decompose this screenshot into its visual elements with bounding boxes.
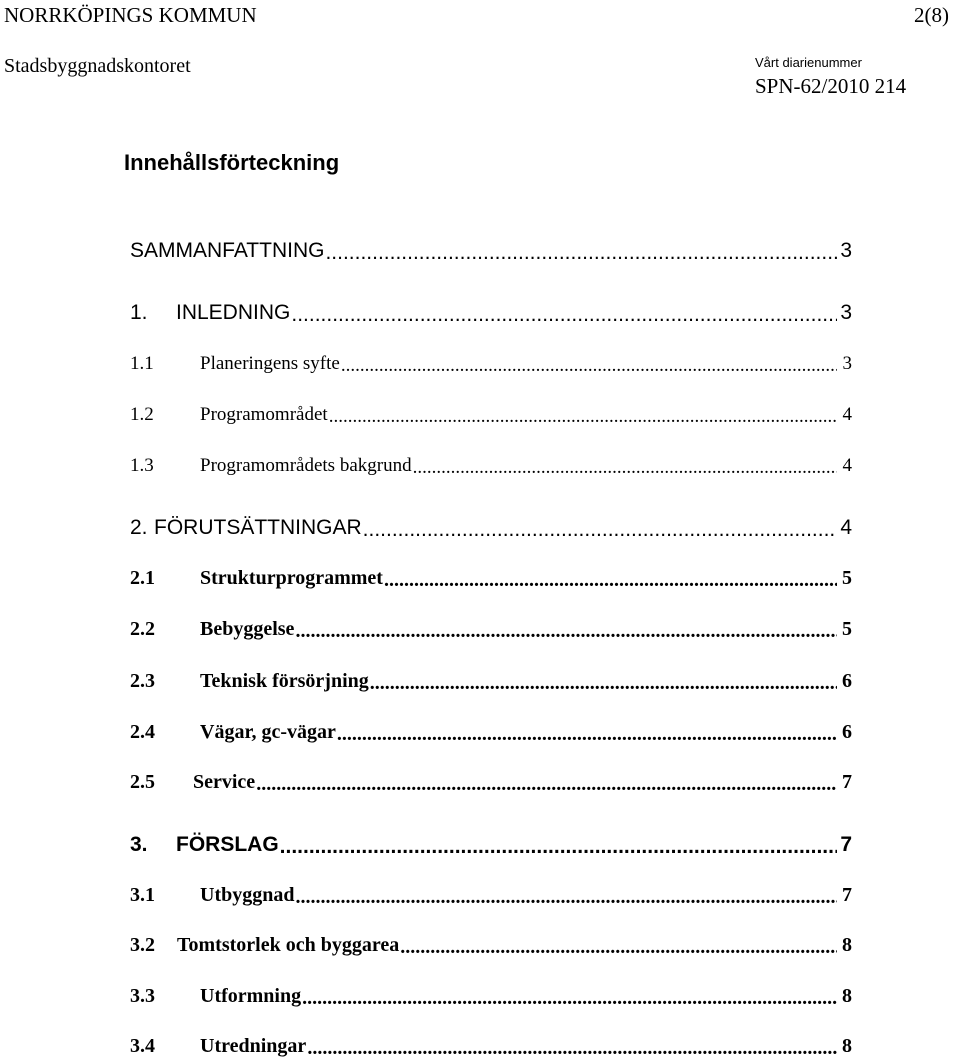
toc-entry-number: 2.5 bbox=[130, 771, 155, 793]
toc-entry[interactable] bbox=[130, 353, 852, 379]
toc-entry-page: 3 bbox=[840, 301, 852, 324]
toc-entry-number: 1. bbox=[130, 301, 148, 324]
toc-entry[interactable] bbox=[130, 301, 852, 327]
toc-entry[interactable] bbox=[130, 721, 852, 747]
toc-entry-text: Programområdet bbox=[200, 404, 328, 425]
toc-entry[interactable] bbox=[130, 404, 852, 430]
toc-entry[interactable] bbox=[130, 239, 852, 265]
toc-entry-number: 1.2 bbox=[130, 404, 154, 425]
toc-dot-leader bbox=[307, 1037, 837, 1057]
toc-entry-page: 6 bbox=[842, 670, 852, 692]
toc-entry-number: 3. bbox=[130, 833, 148, 856]
toc-dot-leader bbox=[341, 355, 837, 374]
registration-number: SPN-62/2010 214 bbox=[755, 74, 907, 98]
toc-entry-number: 1.3 bbox=[130, 455, 154, 476]
toc-entry-page: 7 bbox=[842, 884, 852, 906]
toc-entry-number: 2. bbox=[130, 516, 148, 539]
toc-entry-page: 8 bbox=[842, 934, 852, 956]
toc-dot-leader bbox=[363, 518, 837, 539]
toc-dot-leader bbox=[295, 620, 837, 640]
toc-dot-leader bbox=[329, 406, 837, 425]
toc-entry-number: 2.4 bbox=[130, 721, 155, 743]
toc-entry-text: Planeringens syfte bbox=[200, 353, 340, 374]
toc-entry[interactable] bbox=[130, 884, 852, 910]
toc-dot-leader bbox=[413, 457, 837, 476]
toc-entry-number: 2.1 bbox=[130, 567, 155, 589]
toc-entry-page: 4 bbox=[842, 404, 852, 425]
toc-entry-page: 4 bbox=[840, 516, 852, 539]
toc-entry-text: Service bbox=[193, 771, 256, 793]
toc-entry[interactable] bbox=[130, 455, 852, 481]
page-number: 2(8) bbox=[914, 3, 949, 27]
municipality-name: NORRKÖPINGS KOMMUN bbox=[4, 3, 257, 27]
toc-entry-page: 7 bbox=[842, 771, 852, 793]
toc-entry-text: Strukturprogrammet bbox=[200, 567, 383, 589]
toc-entry-number: 3.2 bbox=[130, 934, 155, 956]
toc-entry-page: 5 bbox=[842, 567, 852, 589]
toc-dot-leader bbox=[291, 303, 837, 324]
toc-entry-page: 6 bbox=[842, 721, 852, 743]
toc-entry[interactable] bbox=[130, 618, 852, 644]
toc-dot-leader bbox=[325, 241, 837, 262]
toc-entry-page: 3 bbox=[842, 353, 852, 374]
toc-entry-text: Utredningar bbox=[200, 1035, 307, 1057]
toc-dot-leader bbox=[280, 835, 837, 856]
toc-dot-leader bbox=[337, 723, 837, 743]
toc-entry[interactable] bbox=[130, 985, 852, 1011]
department-name: Stadsbyggnadskontoret bbox=[4, 55, 191, 77]
toc-entry-page: 8 bbox=[842, 1035, 852, 1057]
toc-entry-text: Vägar, gc-vägar bbox=[200, 721, 336, 743]
toc-entry[interactable] bbox=[130, 567, 852, 593]
toc-dot-leader bbox=[302, 987, 837, 1007]
toc-entry-text: Teknisk försörjning bbox=[200, 670, 369, 692]
toc-entry-page: 4 bbox=[842, 455, 852, 476]
toc-dot-leader bbox=[384, 569, 837, 589]
toc-entry[interactable] bbox=[130, 771, 852, 797]
toc-entry-number: 3.3 bbox=[130, 985, 155, 1007]
toc-entry-number: 2.2 bbox=[130, 618, 155, 640]
toc-entry-text: FÖRSLAG bbox=[176, 833, 279, 856]
toc-title: Innehållsförteckning bbox=[124, 150, 340, 175]
toc-entry-page: 7 bbox=[840, 833, 852, 856]
toc-entry-text: Tomtstorlek och byggarea bbox=[177, 934, 400, 956]
toc-entry[interactable] bbox=[130, 1035, 852, 1061]
toc-entry-text: INLEDNING bbox=[176, 301, 291, 324]
toc-dot-leader bbox=[370, 672, 837, 692]
toc-entry-number: 3.1 bbox=[130, 884, 155, 906]
toc-dot-leader bbox=[256, 773, 837, 793]
toc-entry-number: 1.1 bbox=[130, 353, 154, 374]
toc-dot-leader bbox=[400, 936, 837, 956]
toc-entry-text: Programområdets bakgrund bbox=[200, 455, 412, 476]
registration-label: Vårt diarienummer bbox=[755, 55, 862, 70]
toc-entry-number: 2.3 bbox=[130, 670, 155, 692]
toc-entry[interactable] bbox=[130, 934, 852, 960]
toc-entry[interactable] bbox=[130, 833, 852, 859]
toc-entry[interactable] bbox=[130, 516, 852, 542]
toc-entry-text: FÖRUTSÄTTNINGAR bbox=[154, 516, 362, 539]
toc-entry-number: 3.4 bbox=[130, 1035, 155, 1057]
toc-entry-page: 3 bbox=[840, 239, 852, 262]
toc-entry-text: Bebyggelse bbox=[200, 618, 295, 640]
toc-entry-text: Utbyggnad bbox=[200, 884, 295, 906]
toc-entry-text: Utformning bbox=[200, 985, 302, 1007]
toc-entry[interactable] bbox=[130, 670, 852, 696]
toc-entry-text: SAMMANFATTNING bbox=[130, 239, 325, 262]
toc-dot-leader bbox=[295, 886, 837, 906]
toc-entry-page: 5 bbox=[842, 618, 852, 640]
toc-entry-page: 8 bbox=[842, 985, 852, 1007]
